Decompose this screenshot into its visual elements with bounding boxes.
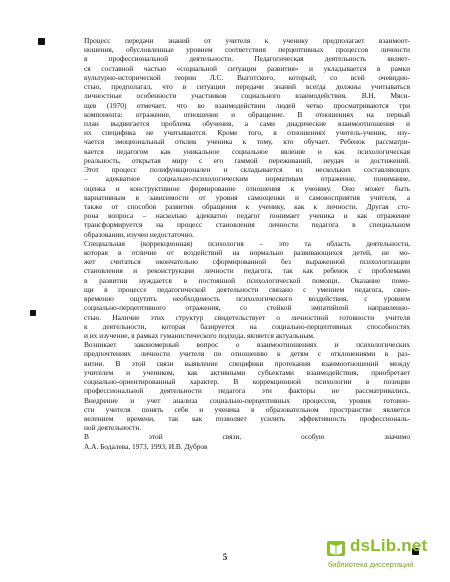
- text-line: план выдвигается проблема обучения, а сами диадические взаимоотношения и: [84, 118, 410, 128]
- text-line: стью. Наличие этих структур свидетельствует о личностной готовности учителя: [84, 312, 410, 322]
- text-line: временно ощутить необходимость психологического воздействия, с уровнем: [84, 294, 410, 304]
- text-line: учителем и учеником, как активными субъектами взаимодействия, приобретает: [84, 367, 410, 377]
- paragraph: [84, 36, 410, 239]
- text-line: образовании, изучен недостаточно.: [84, 229, 194, 239]
- text-line: оценка и конструктивное формирование отношения к ученику. Оно может быть: [84, 183, 410, 193]
- text-line: социально-ориентированный характер. В коррекционной психологии в позиции: [84, 377, 410, 387]
- text-line: рона вопроса – насколько адекватно педагог понимает ученика и как отражение: [84, 211, 410, 221]
- text-line: культурно-исторической теории Л.С. Выготского, который, со всей очевидно-: [84, 72, 410, 82]
- page-number: 5: [222, 552, 228, 562]
- watermark-subtitle: библиотека диссертаций: [328, 560, 414, 569]
- scan-artifact-mark: [38, 38, 45, 45]
- text-line: витии. В этой связи выявление специфики протекания взаимоотношений между: [84, 358, 410, 368]
- text-line: вается педагогом как уникальное социальное явление и как психологическая: [84, 146, 410, 156]
- text-line: также от способов развития обращения к ученику, как к личности. Другая сто-: [84, 201, 410, 211]
- text-line: В этой связи, особую значимо: [84, 432, 410, 442]
- text-line: ношения, обусловленные уровнем соответствия перцептивных процессов личности: [84, 45, 410, 55]
- paragraph: [84, 239, 410, 340]
- text-line: становления и реконструкции личности педагога, так как ребенок с проблемами: [84, 266, 410, 276]
- text-line: щев (1970) отмечает, что во взаимодействии людей четко просматриваются три: [84, 100, 410, 110]
- text-line: стью, предполагал, что в ситуации передачи знаний всегда должны учитываться: [84, 82, 410, 92]
- text-line: Этот процесс полифункционален и складывается из нескольких составляющих: [84, 165, 410, 175]
- text-line: вариативным в зависимости от уровня самооценки и самовосприятия учителя, а: [84, 192, 410, 202]
- text-line: сти учителя понять себя и ученика в образовательном пространстве является: [84, 404, 410, 414]
- text-line: личностные особенности участников социального взаимодействия. В.Н. Мяси-: [84, 91, 410, 101]
- text-line: щи в процессе педагогической деятельности связано с умением педагога, свое-: [84, 284, 410, 294]
- scan-artifact-mark: [30, 310, 36, 316]
- text-line: и их изучение, в рамках гуманистического подхода, является актуальным.: [84, 331, 315, 340]
- text-line: велением времени, так как позволяет усилить эффективность профессиональ-: [84, 413, 410, 423]
- text-line: в развитии нуждается в постоянной психологической помощи. Оказание помо-: [84, 275, 410, 285]
- paragraph: [84, 340, 410, 432]
- text-line: чается эмоциональный отклик ученика к тому, кто обучает. Ребенок рассматри-: [84, 137, 410, 147]
- text-line: которая в отличие от воздействий на нормально развивающихся детей, не мо-: [84, 248, 410, 258]
- paragraph: [84, 432, 410, 450]
- dslib-watermark: [326, 536, 444, 576]
- watermark-title: dsLib.net: [350, 536, 428, 555]
- text-line: трансформируется на процесс становления личности педагога в специальном: [84, 220, 410, 230]
- text-line: Возникает закономерный вопрос о взаимоотношениях и психологических: [84, 340, 410, 350]
- text-line: в профессиональной деятельности. Педагогическая деятельность являет-: [84, 54, 410, 64]
- text-line: к деятельности, которая базируется на социально-перцептивных способностях: [84, 321, 410, 331]
- text-line: Процесс передачи знаний от учителя к ученику предполагает взаимоот-: [84, 36, 410, 45]
- book-logo-icon: [326, 538, 346, 558]
- text-line: Внедрение и учет анализа социально-перцептивных процессов, уровня готовно-: [84, 395, 410, 405]
- text-line: ной деятельности.: [84, 423, 142, 433]
- text-line: реальность, открытая миру с его гаммой переживаний, неудач и достижений.: [84, 155, 410, 165]
- text-line: А.А. Бодалева, 1973, 1993; И.В. Дубров: [84, 441, 208, 451]
- text-line: социально-перцептивного отражения, со стойкой эмпатийной направленно-: [84, 303, 410, 313]
- text-line: предпочтениях личности учителя по отношению к детям с отклонениями в раз-: [84, 349, 410, 359]
- text-line: их специфика не учитываются. Кроме того, в отношениях учитель-ученик, изу-: [84, 128, 410, 138]
- text-line: жет считаться окончательно сформированной без выраженной психологизации: [84, 257, 410, 267]
- text-line: ся составной частью «социальной ситуации развития» и укладывается в рамки: [84, 63, 410, 73]
- document-body: [84, 36, 410, 451]
- text-line: – адекватное социально-психологическим нормативам отражение, понимание,: [84, 174, 410, 184]
- text-line: компонента: отражение, отношение и обращение. В отношениях на первый: [84, 109, 410, 119]
- text-line: профессиональной деятельности педагога эти факторы не рассматривались.: [84, 386, 410, 396]
- text-line: Специальная (коррекционная) психология – это та область деятельности,: [84, 238, 410, 248]
